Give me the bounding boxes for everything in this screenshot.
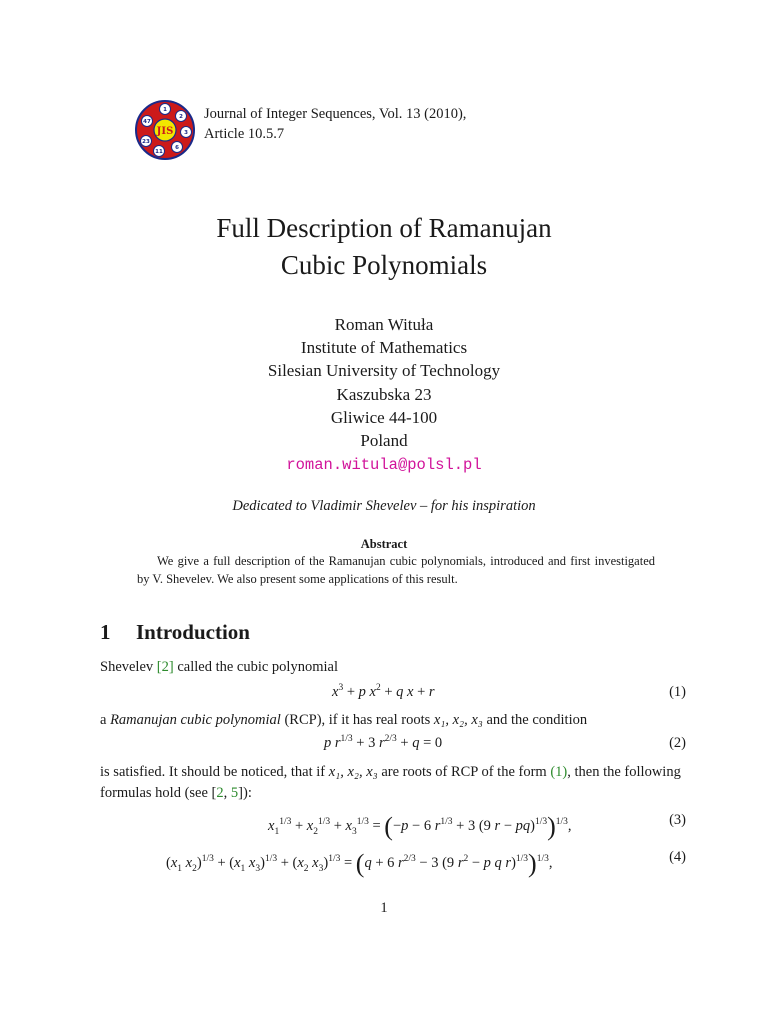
logo-number: 11 xyxy=(155,149,163,155)
equation-label: (4) xyxy=(669,849,686,865)
equation-label: (3) xyxy=(669,812,686,828)
abstract-heading: Abstract xyxy=(360,537,408,551)
title-line: Full Description of Ramanujan xyxy=(216,213,552,243)
logo-number: 47 xyxy=(143,119,151,125)
equation-2: p $r^{1/3} + 3$ $r^{2/3} + q = 0$ (2) xyxy=(324,734,686,751)
citation-link[interactable]: [2] xyxy=(156,659,174,675)
title-line: Cubic Polynomials xyxy=(280,250,488,280)
address-city: Gliwice 44-100 xyxy=(330,407,438,427)
paragraph: is satisfied. It should be noticed, that if x₁, x₂, x₃ are roots of RCP of the form (1), then the following formulas hold (see [2, 5]): xyxy=(100,764,681,801)
citation-link[interactable]: 2 xyxy=(216,785,224,801)
author-name: Roman Wituła xyxy=(334,315,434,334)
author-block xyxy=(0,313,768,477)
equation-3: $x_1^{1/3} + x_2^{1/3} + x_3^{1/3} = (-p - 6$ $r^{1/3} + 3$ (9 r − pq)$^{1/3}$)$^{1/3}$, (3) xyxy=(268,812,686,841)
author-email-link[interactable]: roman.witula@polsl.pl xyxy=(286,456,482,475)
equation-4: ($x_1$ $x_2)^{1/3} + (x_1$ $x_3)^{1/3} + (x_2$ $x_3)^{1/3} = (q + 6$ $r^{2/3} - 3$ (9 $r^2 - p$ q r)$^{1/3}$)$^{1/3}$, (4) xyxy=(166,849,686,878)
paragraph: Shevelev [2] called the cubic polynomial xyxy=(100,659,338,675)
section-heading xyxy=(100,620,250,645)
address-street: Kaszubska 23 xyxy=(336,384,432,404)
affiliation: Silesian University of Technology xyxy=(267,361,501,381)
citation-link[interactable]: 5 xyxy=(230,785,239,801)
journal-line: Article 10.5.7 xyxy=(204,126,285,142)
address-country: Poland xyxy=(360,431,408,451)
journal-citation xyxy=(204,104,466,144)
logo-number: 2 xyxy=(179,114,183,120)
logo-number: 1 xyxy=(163,107,167,113)
journal-line: Journal of Integer Sequences, Vol. 13 (2010), xyxy=(204,106,467,122)
page-number: 1 xyxy=(380,900,388,916)
logo-number: 3 xyxy=(184,130,188,136)
equation-label: (2) xyxy=(669,735,686,751)
section-title: Introduction xyxy=(136,620,250,644)
equation-label: (1) xyxy=(669,684,686,700)
equation-ref-link[interactable]: (1) xyxy=(550,764,568,780)
logo-number: 23 xyxy=(142,139,150,145)
affiliation: Institute of Mathematics xyxy=(300,338,468,358)
logo-number: 6 xyxy=(175,145,179,151)
dedication: Dedicated to Vladimir Shevelev – for his inspiration xyxy=(232,498,536,514)
paragraph: a Ramanujan cubic polynomial (RCP), if it has real roots x₁, x₂, x₃ and the condition xyxy=(100,712,588,728)
section-number: 1 xyxy=(100,620,111,644)
equation-1: $x^3 + p$ $x^2 + q$ x + r (1) xyxy=(332,683,686,700)
journal-logo xyxy=(135,100,195,160)
paper-title xyxy=(0,210,768,284)
abstract-text: We give a full description of the Ramanujan cubic polynomials, introduced and first investigated by V. Shevelev. We also present some applications of this result. xyxy=(137,554,655,586)
logo-text: JIS xyxy=(156,126,174,137)
